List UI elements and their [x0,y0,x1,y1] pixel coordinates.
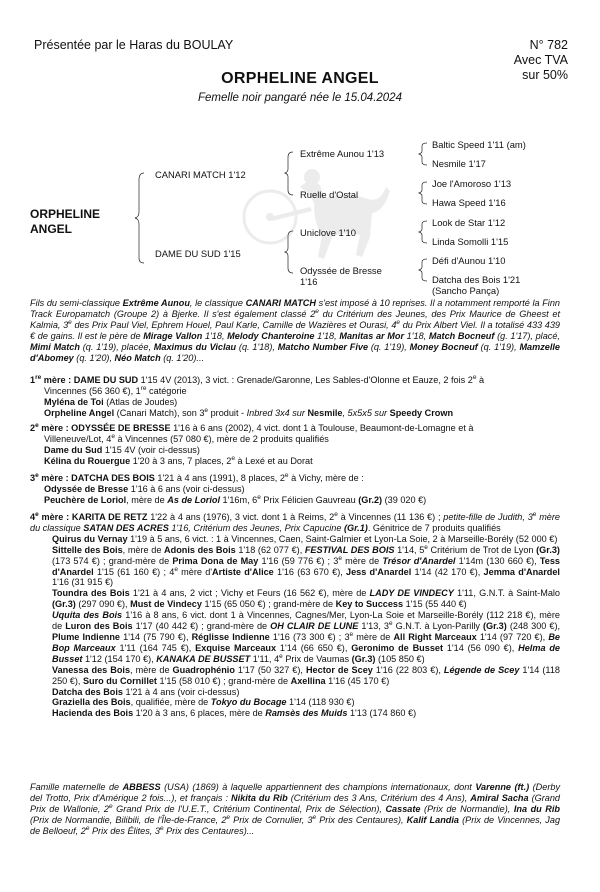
pedigree-ddd-sire: (Sancho Pança) [432,285,500,296]
bracket-dd [419,259,427,281]
pedigree-ssd: Nesmile 1'17 [432,158,486,169]
pedigree-sdd: Hawa Speed 1'16 [432,197,506,208]
pedigree-horse-name [30,207,100,237]
third-dam-section [30,473,560,506]
pedigree-dsd: Linda Somolli 1'15 [432,236,509,247]
fourth-dam-produce-toundra: Toundra des Bois 1'21 à 4 ans, 2 vict ; Vichy et Feurs (16 562 €), mère de LADY DE VINDECY 1'11, G.N.T. à Saint-Malo (Gr.3) (297 090 €), Must de Vindecy 1'15 (65 050 €) ; grand-mère de Key to Success 1'15 (55 440 €) [52,588,560,610]
pedigree-dam-sire: Uniclove 1'10 [300,227,356,238]
pedigree-ddd [432,274,520,296]
first-dam-line2: Vincennes (56 360 €), 1re catégorie [44,384,187,396]
reserve-label: sur 50% [522,68,568,82]
pedigree-dds: Défi d'Aunou 1'10 [432,255,506,266]
fourth-dam-produce-datcha: Datcha des Bois 1'21 à 4 ans (voir ci-dessus) [52,686,240,697]
pedigree-sire: CANARI MATCH 1'12 [155,169,246,180]
fourth-dam-produce-quirus: Quirus du Vernay 1'19 à 5 ans, 6 vict. : 1 à Vincennes, Caen, Saint-Galmier et Lyon-La Soie, 2 à Marseille-Borély (52 000 €) [52,533,558,544]
first-dam-produce-1: Myléna de Toi (Atlas de Joudes) [44,396,178,407]
presenter-line: Présentée par le Haras du BOULAY [34,38,234,52]
fourth-dam-produce-hacienda: Hacienda des Bois 1'20 à 3 ans, 6 places, mère de Ramsès des Muids 1'13 (174 860 €) [52,708,417,719]
tva-label: Avec TVA [513,53,568,67]
third-dam-line: 3e mère : DATCHA DES BOIS 1'21 à 4 ans (1991), 8 places, 2e à Vichy, mère de : [30,471,364,483]
pedigree-dam-dam-record: 1'16 [300,276,318,287]
pedigree-sds: Joe l'Amoroso 1'13 [432,178,512,189]
pedigree-dam-dam [300,265,382,287]
horse-name-line1: ORPHELINE [30,207,101,221]
fourth-dam-line: 4e mère : KARITA DE RETZ 1'22 à 4 ans (1976), 3 vict. dont 1 à Reims, 2e à Vincennes (11 136 €) ; petite-fille de Judith, 3e mère du classique SATAN DES ACRES 1'16, Critérium des Jeunes, Prix Capucine (Gr.1). Génitrice de 7 produits qualifiés [30,510,560,533]
bracket-ds [419,221,427,243]
fourth-dam-produce-uquita: Uquita des Bois 1'16 à 8 ans, 6 vict. dont 1 à Vincennes, Cagnes/Mer, Lyon-La Soie et Marseille-Borély (112 218 €), mère de Luron des Bois 1'17 (40 442 €) ; grand-mère de OH CLAIR DE LUNE 1'13, 3e G.N.T. à Lyon-Parilly (Gr.3) (248 300 €), Plume Indienne 1'14 (75 790 €), Réglisse Indienne 1'16 (73 300 €) ; 3e mère de All Right Marceaux 1'14 (97 720 €), Be Bop Marceaux 1'11 (164 745 €), Exquise Marceaux 1'14 (66 650 €), Geronimo de Busset 1'14 (56 090 €), Helma de Busset 1'12 (154 170 €), KANAKA DE BUSSET 1'11, 4e Prix de Vaumas (Gr.3) (105 850 €) [52,610,561,664]
sire-paragraph: Fils du semi-classique Extrême Aunou, le classique CANARI MATCH s'est imposé à 10 reprises. Il a notamment remporté la Finn Track Europamatch (Groupe 2) à Bjerke. Il s'est également classé 2e du Critérium des Jeunes, des Prix Maurice de Gheest et Kalmia, 3e des Prix Paul Viel, Ephrem Houel, Paul Karle, Camille de Wazières et Ourasi, 4e du Prix Albert Viel. Il a totalisé 433 439 € de gains. Il est le père de Mirage Vallon 1'18, Melody Chanteroine 1'18, Manitas ar Mor 1'18, Match Bocneuf (g. 1'17), placé, Mimi Match (q. 1'19), placée, Maximus du Viclau (q. 1'18), Matcho Number Five (q. 1'19), Money Bocneuf (q. 1'19), Mamzelle d'Abomey (q. 1'20), Néo Match (q. 1'20)... [30,298,561,363]
bracket-ss [419,143,427,165]
horse-title: ORPHELINE ANGEL [221,70,379,87]
horse-name-line2: ANGEL [30,222,72,236]
third-dam-produce-1: Odyssée de Bresse 1'16 à 6 ans (voir ci-dessus) [44,483,245,494]
bracket-main [135,173,144,263]
pedigree-sire-sire: Extrême Aunou 1'13 [300,148,385,159]
lot-number: N° 782 [529,38,568,52]
second-dam-produce-2: Kélina du Rouergue 1'20 à 3 ans, 7 places, 2e à Lexé et au Dorat [44,454,313,466]
maternal-family-paragraph: Famille maternelle de ABBESS (USA) (1869) à laquelle appartiennent des champions internationaux, dont Varenne (ft.) (Derby del Trotto, Prix d'Amérique 2 fois...), et français : Nikita du Rib (Critérium des 3 Ans, Critérium des 4 Ans), Amiral Sacha (Grand Prix de Wallonie, 2e Grand Prix de l'U.E.T., Critérium Continental, Prix de Sélection), Cassate (Prix de Normandie), Ina du Rib (Prix de Normandie, Bilibili, de l'Île-de-France, 2e Prix de Cornulier, 3e Prix des Centaures), Kalif Landia (Prix de Vincennes, Jag de Belloeuf, 2e Prix des Élites, 3e Prix des Centaures)... [30,782,561,836]
second-dam-section [30,423,560,467]
first-dam-section [30,375,560,419]
horse-description: Femelle noir pangaré née le 15.04.2024 [198,92,402,104]
fourth-dam-produce-graziella: Graziella des Bois, qualifiée, mère de Tokyo du Bocage 1'14 (118 930 €) [52,697,355,708]
second-dam-line2: Villeneuve/Lot, 4e à Vincennes (57 080 €), mère de 2 produits qualifiés [44,432,329,444]
first-dam-produce-2: Orpheline Angel (Canari Match), son 3e produit - Inbred 3x4 sur Nesmile, 5x5x5 sur Speedy Crown [44,406,454,418]
second-dam-line: 2e mère : ODYSSÉE DE BRESSE 1'16 à 6 ans (2002), 4 vict. dont 1 à Toulouse, Beaumont-de-Lomagne et à [30,421,474,433]
third-dam-produce-2: Peuchère de Loriol, mère de As de Loriol 1'16m, 6e Prix Félicien Gauvreau (Gr.2) (39 020 €) [44,493,427,505]
fourth-dam-produce-vanessa: Vanessa des Bois, mère de Guadrophénio 1'17 (50 327 €), Hector de Scey 1'16 (22 803 €), Légende de Scey 1'14 (118 250 €), Suro du Cornillet 1'15 (58 010 €) ; grand-mère de Axellina 1'16 (45 170 €) [52,664,560,686]
pedigree-dam: DAME DU SUD 1'15 [155,248,241,259]
pedigree-ddd-name: Datcha des Bois 1'21 [432,274,521,285]
pedigree-sire-dam: Ruelle d'Ostal [300,189,359,200]
bracket-sd [419,182,427,204]
pedigree-dam-dam-name: Odyssée de Bresse [300,265,382,276]
fourth-dam-section [30,512,560,719]
pedigree-sss: Baltic Speed 1'11 (am) [432,139,526,150]
pedigree-dss: Look de Star 1'12 [432,217,506,228]
second-dam-produce-1: Dame du Sud 1'15 4V (voir ci-dessus) [44,444,200,455]
first-dam-line: 1re mère : DAME DU SUD 1'15 4V (2013), 3 vict. : Grenade/Garonne, Les Sables-d'Olonne et Eauze, 2 fois 2e à [30,373,485,385]
fourth-dam-produce-sittelle: Sittelle des Bois, mère de Adonis des Bois 1'18 (62 077 €), FESTIVAL DES BOIS 1'14, 5e Critérium de Trot de Lyon (Gr.3) (173 574 €) ; grand-mère de Prima Dona de May 1'16 (59 776 €) ; 3e mère de Trésor d'Anardel 1'14m (130 660 €), Tess d'Anardel 1'15 (61 160 €) ; 4e mère d'Artiste d'Alice 1'16 (63 670 €), Jess d'Anardel 1'14 (42 170 €), Jemma d'Anardel 1'16 (31 915 €) [52,543,560,588]
